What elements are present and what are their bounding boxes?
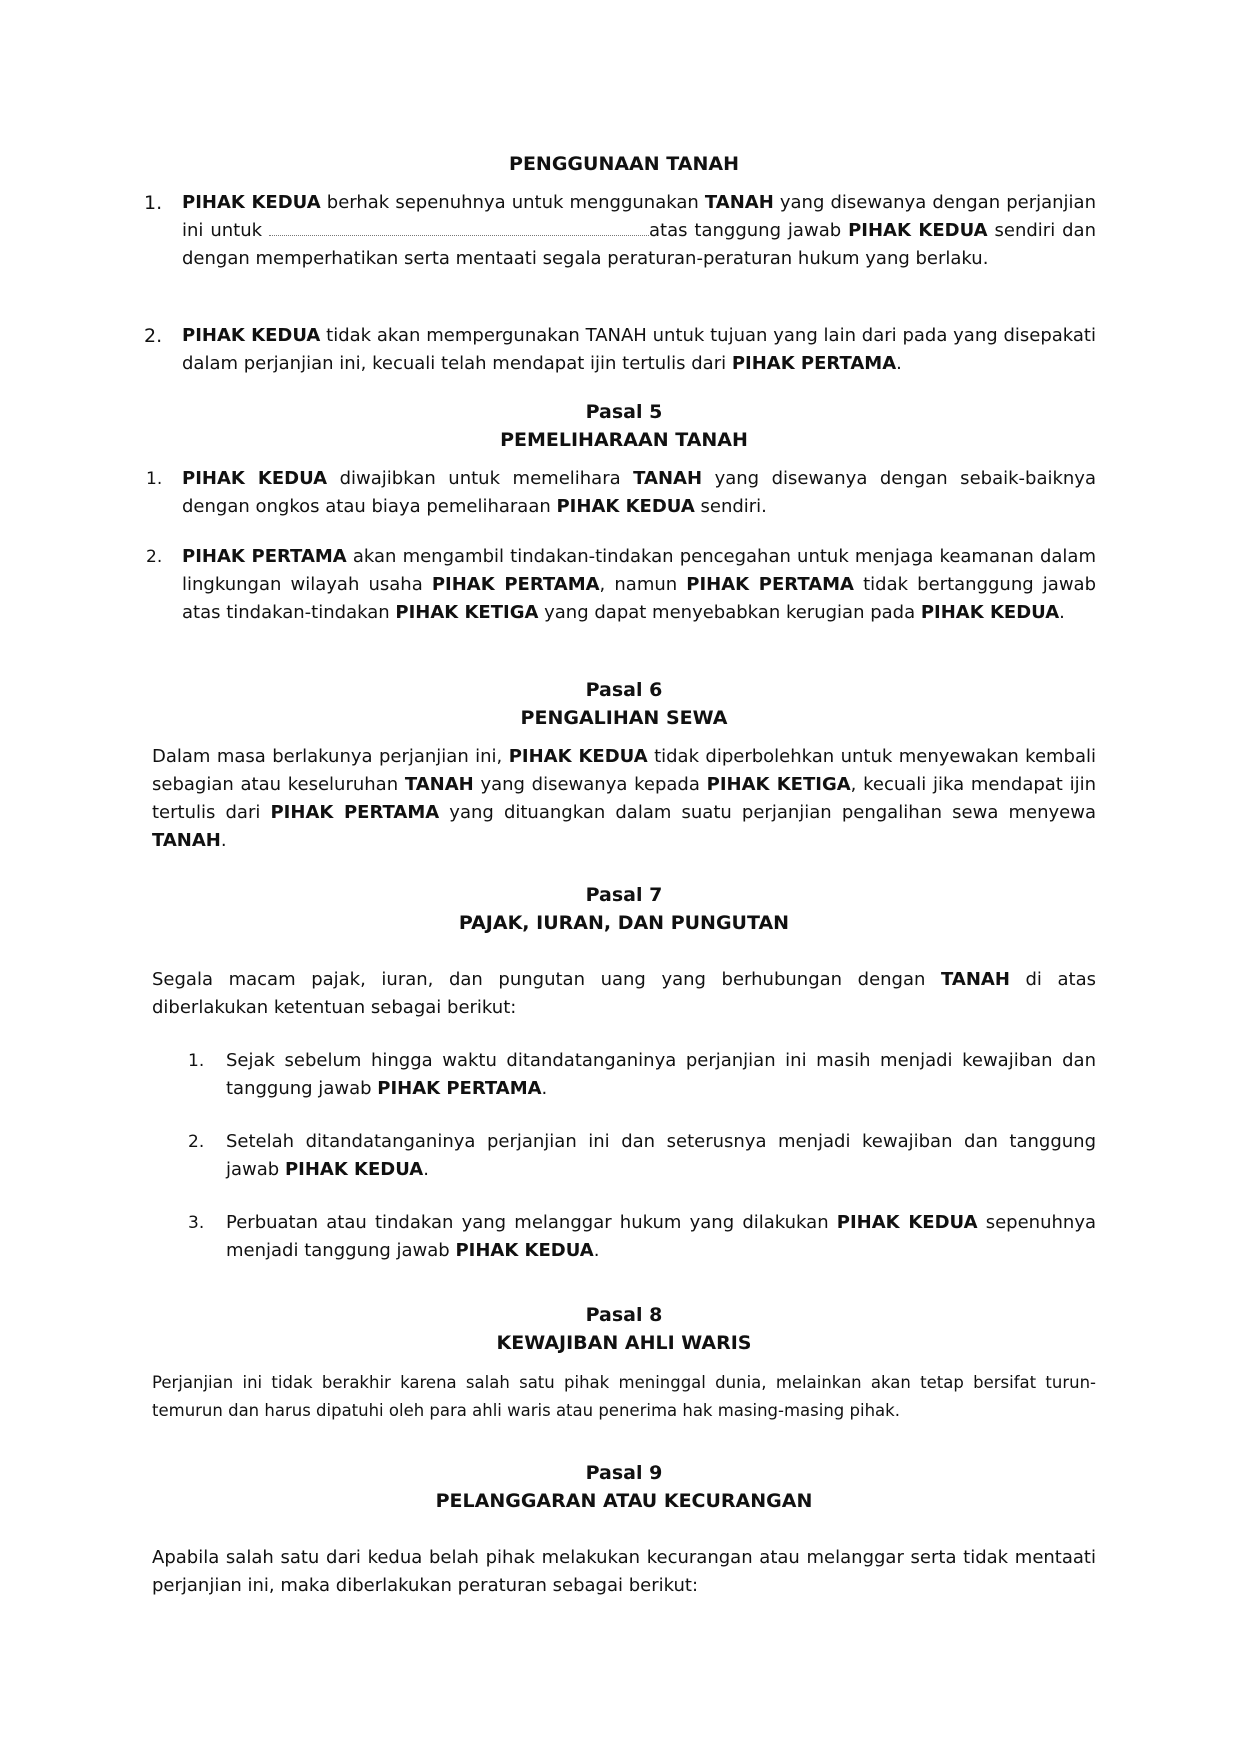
pasal-title: KEWAJIBAN AHLI WARIS — [496, 1332, 752, 1354]
bold-term: PIHAK KEDUA — [508, 746, 648, 767]
text-run: yang dituangkan dalam suatu perjanjian pengalihan sewa menyewa — [439, 802, 1096, 823]
paragraph — [152, 743, 1096, 855]
bold-term: PIHAK PERTAMA — [270, 802, 440, 823]
blank-fill-field — [269, 221, 649, 236]
list-number: 2. — [188, 1132, 205, 1152]
section-title-penggunaan-tanah: PENGGUNAAN TANAH — [509, 153, 739, 175]
pasal-label: Pasal 7 — [585, 884, 663, 906]
text-run: . — [220, 830, 227, 851]
bold-term: PIHAK KETIGA — [706, 774, 851, 795]
text-run: . — [541, 1078, 548, 1099]
bold-term: PIHAK PERTAMA — [182, 546, 347, 567]
pasal-label: Pasal 8 — [585, 1304, 663, 1326]
list-item — [188, 1209, 1096, 1265]
bold-term: PIHAK KETIGA — [395, 602, 539, 623]
bold-term: PIHAK KEDUA — [455, 1240, 594, 1261]
text-run: yang disewanya dengan perjanjian ini untuk — [182, 192, 1096, 241]
pasal-label: Pasal 6 — [585, 679, 663, 701]
text-run: tidak diperbolehkan untuk menyewakan kembali sebagian atau keseluruhan — [152, 746, 1097, 795]
bold-term: PIHAK KEDUA — [920, 602, 1060, 623]
bold-term: PIHAK PERTAMA — [431, 574, 600, 595]
text-run: berhak sepenuhnya untuk menggunakan — [320, 192, 705, 213]
pasal-label: Pasal 5 — [585, 401, 663, 423]
list-item-text — [182, 543, 1096, 627]
pasal-title: PAJAK, IURAN, DAN PUNGUTAN — [458, 912, 790, 934]
list-item-text — [182, 189, 1096, 273]
bold-term: PIHAK KEDUA — [182, 192, 321, 213]
text-run: . — [896, 353, 902, 374]
list-number: 1. — [144, 192, 163, 214]
text-run: Setelah ditandatanganinya perjanjian ini dan seterusnya menjadi kewajiban dan tanggung jawab — [226, 1131, 1096, 1180]
pasal-label: Pasal 9 — [585, 1462, 663, 1484]
text-run: sendiri. — [694, 496, 767, 517]
bold-term: PIHAK KEDUA — [556, 496, 695, 517]
bold-term: TANAH — [941, 969, 1010, 990]
text-run: yang disewanya kepada — [473, 774, 707, 795]
list-item — [188, 1047, 1096, 1103]
list-item — [146, 543, 1096, 627]
list-number: 1. — [146, 469, 163, 489]
text-run: tidak akan mempergunakan TANAH untuk tujuan yang lain dari pada yang disepakati dalam perjanjian ini, kecuali telah mendapat ijin tertulis dari — [182, 325, 1096, 374]
list-number: 2. — [146, 547, 163, 567]
text-run: Perbuatan atau tindakan yang melanggar hukum yang dilakukan — [226, 1212, 837, 1233]
bold-term: TANAH — [152, 830, 221, 851]
text-run: tidak bertanggung jawab atas tindakan-tindakan — [182, 574, 1096, 623]
list-number: 1. — [188, 1051, 205, 1071]
list-number: 2. — [144, 325, 163, 347]
text-run: Sejak sebelum hingga waktu ditandatanganinya perjanjian ini masih menjadi kewajiban dan tanggung jawab — [226, 1050, 1096, 1099]
bold-term: TANAH — [633, 468, 703, 489]
bold-term: PIHAK PERTAMA — [686, 574, 854, 595]
list-item — [188, 1128, 1096, 1184]
bold-term: TANAH — [404, 774, 474, 795]
bold-term: PIHAK KEDUA — [182, 468, 328, 489]
list-item-text — [226, 1128, 1096, 1184]
paragraph — [152, 966, 1096, 1022]
document-page — [144, 0, 1097, 1755]
list-item-text — [226, 1209, 1096, 1265]
text-run: atas tanggung jawab — [648, 220, 849, 241]
list-item — [144, 322, 1096, 378]
bold-term: PIHAK KEDUA — [848, 220, 988, 241]
bold-term: PIHAK PERTAMA — [731, 353, 897, 374]
text-run: . — [423, 1159, 429, 1180]
text-run: yang dapat menyebabkan kerugian pada — [538, 602, 921, 623]
text-run: Segala macam pajak, iuran, dan pungutan uang yang berhubungan dengan — [152, 969, 942, 990]
list-number: 3. — [188, 1213, 205, 1233]
list-item-text — [182, 465, 1096, 521]
list-item — [146, 465, 1096, 521]
text-run: . — [593, 1240, 600, 1261]
paragraph: Perjanjian ini tidak berakhir karena salah satu pihak meninggal dunia, melainkan akan tetap bersifat turun-temurun dan harus dipatuhi oleh para ahli waris atau penerima hak masing-masing pihak. — [152, 1373, 1096, 1420]
bold-term: PIHAK KEDUA — [284, 1159, 424, 1180]
bold-term: TANAH — [704, 192, 774, 213]
bold-term: PIHAK KEDUA — [182, 325, 321, 346]
list-item — [144, 189, 1096, 273]
text-run: sendiri dan dengan memperhatikan serta mentaati segala peraturan-peraturan hukum yang berlaku. — [182, 220, 1096, 269]
text-run: yang disewanya dengan sebaik-baiknya dengan ongkos atau biaya pemeliharaan — [182, 468, 1096, 517]
text-run: akan mengambil tindakan-tindakan pencegahan untuk menjaga keamanan dalam lingkungan wilayah usaha — [182, 546, 1096, 595]
bold-term: PIHAK KEDUA — [836, 1212, 978, 1233]
paragraph: Apabila salah satu dari kedua belah pihak melakukan kecurangan atau melanggar serta tidak mentaati perjanjian ini, maka diberlakukan peraturan sebagai berikut: — [152, 1547, 1096, 1596]
bold-term: PIHAK PERTAMA — [377, 1078, 542, 1099]
text-run: . — [1059, 602, 1065, 623]
list-item-text — [182, 322, 1096, 378]
list-item-text — [226, 1047, 1096, 1103]
text-run: , namun — [599, 574, 687, 595]
text-run: , kecuali jika mendapat ijin tertulis dari — [152, 774, 1096, 823]
text-run: sepenuhnya menjadi tanggung jawab — [226, 1212, 1096, 1261]
pasal-title: PENGALIHAN SEWA — [520, 707, 728, 729]
pasal-title: PEMELIHARAAN TANAH — [500, 429, 748, 451]
text-run: di atas diberlakukan ketentuan sebagai berikut: — [152, 969, 1096, 1018]
text-run: diwajibkan untuk memelihara — [327, 468, 634, 489]
text-run: Dalam masa berlakunya perjanjian ini, — [152, 746, 509, 767]
pasal-title: PELANGGARAN ATAU KECURANGAN — [435, 1490, 813, 1512]
